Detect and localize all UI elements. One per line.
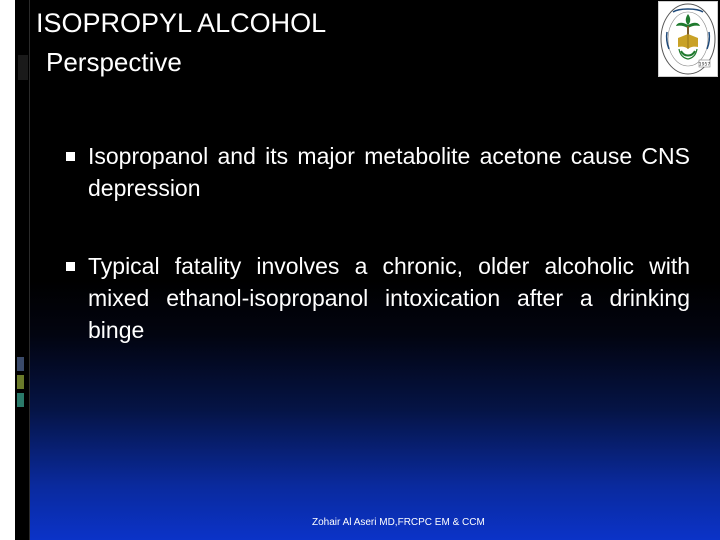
slide-title: ISOPROPYL ALCOHOL (36, 8, 327, 38)
seal-year: 1957 (698, 62, 711, 68)
bullet-list (66, 140, 690, 392)
left-deco-bar (17, 393, 24, 407)
bullet-text: Typical fatality involves a chronic, older alcoholic with mixed ethanol-isopropanol intoxication after a drinking binge (88, 253, 690, 343)
university-seal-graphic (659, 2, 717, 76)
strip-mark (18, 55, 28, 80)
square-bullet-icon (66, 262, 75, 271)
square-bullet-icon (66, 152, 75, 161)
slide-footer: Zohair Al Aseri MD,FRCPC EM & CCM (312, 517, 485, 528)
left-separator (29, 0, 30, 540)
university-seal-icon (658, 1, 718, 77)
left-deco-bar (17, 375, 24, 389)
bullet-item (66, 140, 690, 204)
bullet-text: Isopropanol and its major metabolite acetone cause CNS depression (88, 143, 690, 201)
left-deco-bar (17, 357, 24, 371)
bullet-item (66, 250, 690, 346)
slide-subtitle: Perspective (46, 47, 182, 77)
left-strip (15, 0, 29, 540)
